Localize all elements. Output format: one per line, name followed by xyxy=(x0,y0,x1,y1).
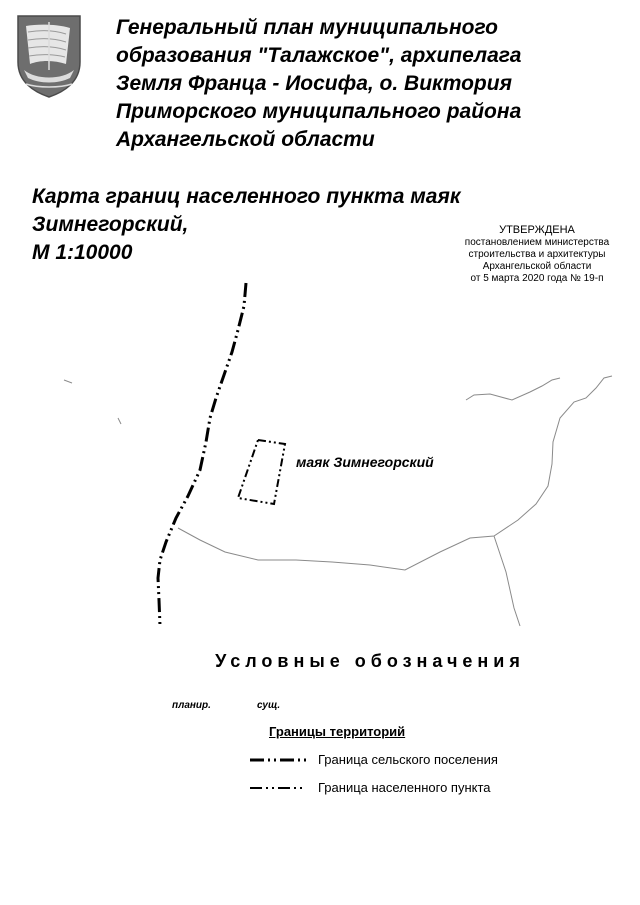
approval-heading: УТВЕРЖДЕНА xyxy=(499,224,575,236)
rural-settlement-boundary xyxy=(158,283,246,626)
place-label: маяк Зимнегорский xyxy=(296,454,434,470)
approval-line: строительства и архитектуры xyxy=(468,249,606,260)
approval-line: от 5 марта 2020 года № 19-п xyxy=(470,273,604,284)
settlement-boundary-line-icon xyxy=(250,780,306,796)
plan-title xyxy=(116,14,616,154)
plan-title-line: Генеральный план муниципального xyxy=(116,16,498,39)
legend-section-title: Границы территорий xyxy=(269,724,406,739)
legend-column-planned: планир. xyxy=(172,700,211,711)
legend-title: Условные обозначения xyxy=(215,651,525,671)
coastline xyxy=(494,536,520,626)
legend-column-existing: сущ. xyxy=(257,700,281,711)
plan-title-line: Приморского муниципального района xyxy=(116,100,522,123)
settlement-boundary xyxy=(238,440,285,504)
rural-boundary-line-icon xyxy=(250,752,306,768)
map-scale: М 1:10000 xyxy=(32,241,133,264)
coat-of-arms-icon xyxy=(16,14,82,98)
approval-line: постановлением министерства xyxy=(464,237,610,248)
plan-title-line: Земля Франца - Иосифа, о. Виктория xyxy=(116,72,512,95)
approval-line: Архангельской области xyxy=(482,261,592,272)
coastline xyxy=(466,378,560,400)
legend-item-label: Граница сельского поселения xyxy=(318,752,498,767)
legend-item-label: Граница населенного пункта xyxy=(318,780,491,795)
plan-title-line: образования "Талажское", архипелага xyxy=(116,44,522,67)
plan-title-line: Архангельской области xyxy=(116,128,375,151)
coastline xyxy=(64,380,72,383)
map-title-line: Карта границ населенного пункта маяк xyxy=(32,185,461,208)
coastline xyxy=(178,376,612,570)
map-title-line: Зимнегорский, xyxy=(32,213,189,236)
coastline xyxy=(118,418,121,424)
